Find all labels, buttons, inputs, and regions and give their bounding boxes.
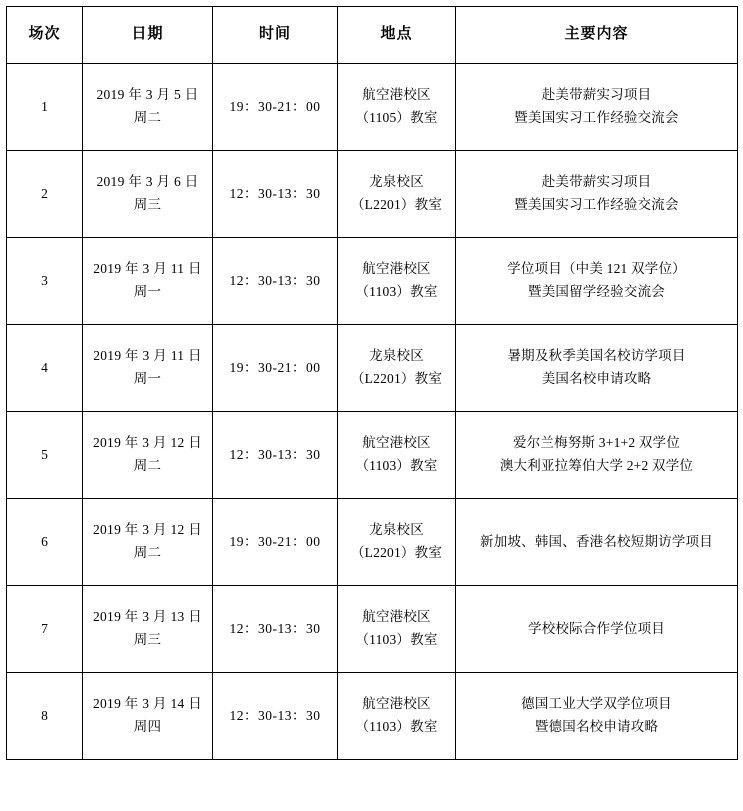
cell-time: [213, 325, 338, 412]
cell-place: [338, 499, 456, 586]
column-header-content: 主要内容: [456, 7, 738, 64]
cell-content: [456, 673, 738, 760]
cell-time: [213, 586, 338, 673]
table-row: [7, 64, 738, 151]
table-body: [7, 64, 738, 760]
cell-content: [456, 586, 738, 673]
content-line: 赴美带薪实习项目: [541, 87, 652, 103]
cell-place: [338, 151, 456, 238]
content-line: 学校校际合作学位项目: [528, 620, 665, 636]
campus-line: 航空港校区: [362, 696, 431, 712]
content-line: 赴美带薪实习项目: [541, 174, 652, 190]
room-line: （L2201）教室: [350, 545, 443, 560]
room-line: （1103）教室: [355, 284, 438, 299]
cell-session: 4: [7, 325, 83, 412]
cell-date: [83, 673, 213, 760]
date-line: 2019 年 3 月 11 日: [93, 261, 202, 277]
room-line: （L2201）教室: [350, 197, 443, 212]
content-line: 澳大利亚拉筹伯大学 2+2 双学位: [499, 458, 694, 473]
cell-date: [83, 238, 213, 325]
date-line: 2019 年 3 月 6 日: [96, 174, 199, 190]
cell-place: [338, 325, 456, 412]
cell-session: 7: [7, 586, 83, 673]
table-row: [7, 412, 738, 499]
cell-session: 2: [7, 151, 83, 238]
room-line: （1103）教室: [355, 458, 438, 473]
weekday-line: 周二: [133, 110, 162, 125]
campus-line: 龙泉校区: [369, 348, 424, 364]
content-line: 暨美国实习工作经验交流会: [514, 110, 679, 125]
time-line: 12：30-13：30: [229, 185, 321, 201]
cell-place: [338, 238, 456, 325]
cell-time: [213, 64, 338, 151]
date-line: 2019 年 3 月 14 日: [92, 696, 203, 712]
cell-session: 3: [7, 238, 83, 325]
table-row: [7, 586, 738, 673]
date-line: 2019 年 3 月 12 日: [92, 522, 203, 538]
table-row: [7, 499, 738, 586]
cell-session: 8: [7, 673, 83, 760]
campus-line: 龙泉校区: [369, 522, 424, 538]
weekday-line: 周三: [133, 197, 162, 212]
column-header-time: 时间: [213, 7, 338, 64]
content-line: 暑期及秋季美国名校访学项目: [507, 348, 686, 364]
cell-date: [83, 151, 213, 238]
cell-content: [456, 412, 738, 499]
table-row: [7, 238, 738, 325]
campus-line: 航空港校区: [362, 435, 431, 451]
table-row: [7, 325, 738, 412]
date-line: 2019 年 3 月 12 日: [92, 435, 203, 451]
weekday-line: 周三: [133, 632, 162, 647]
time-line: 19：30-21：00: [229, 359, 321, 375]
room-line: （L2201）教室: [350, 371, 443, 386]
time-line: 19：30-21：00: [229, 98, 321, 114]
content-line: 德国工业大学双学位项目: [521, 696, 672, 712]
cell-time: [213, 412, 338, 499]
weekday-line: 周一: [133, 371, 162, 386]
cell-place: [338, 586, 456, 673]
time-line: 12：30-13：30: [229, 707, 321, 723]
cell-content: [456, 325, 738, 412]
cell-content: [456, 151, 738, 238]
cell-date: [83, 412, 213, 499]
weekday-line: 周二: [133, 545, 162, 560]
cell-time: [213, 238, 338, 325]
schedule-table: [6, 6, 738, 760]
column-header-place: 地点: [338, 7, 456, 64]
campus-line: 航空港校区: [362, 261, 431, 277]
table-row: [7, 673, 738, 760]
cell-time: [213, 673, 338, 760]
cell-date: [83, 499, 213, 586]
column-header-date: 日期: [83, 7, 213, 64]
date-line: 2019 年 3 月 13 日: [92, 609, 203, 625]
cell-content: [456, 499, 738, 586]
weekday-line: 周四: [133, 719, 162, 734]
campus-line: 龙泉校区: [369, 174, 424, 190]
time-line: 19：30-21：00: [229, 533, 321, 549]
time-line: 12：30-13：30: [229, 620, 321, 636]
content-line: 暨德国名校申请攻略: [534, 719, 659, 734]
cell-time: [213, 151, 338, 238]
table-header-row: [7, 7, 738, 64]
campus-line: 航空港校区: [362, 609, 431, 625]
cell-date: [83, 325, 213, 412]
weekday-line: 周二: [133, 458, 162, 473]
date-line: 2019 年 3 月 11 日: [93, 348, 202, 364]
content-line: 爱尔兰梅努斯 3+1+2 双学位: [513, 435, 680, 451]
cell-place: [338, 64, 456, 151]
column-header-session: 场次: [7, 7, 83, 64]
time-line: 12：30-13：30: [229, 446, 321, 462]
cell-session: 5: [7, 412, 83, 499]
table-header: [7, 7, 738, 64]
cell-date: [83, 586, 213, 673]
cell-content: [456, 238, 738, 325]
room-line: （1103）教室: [355, 632, 438, 647]
cell-session: 6: [7, 499, 83, 586]
date-line: 2019 年 3 月 5 日: [96, 87, 199, 103]
content-line: 暨美国留学经验交流会: [528, 284, 665, 299]
table-row: [7, 151, 738, 238]
content-line: 美国名校申请攻略: [541, 371, 652, 386]
cell-content: [456, 64, 738, 151]
campus-line: 航空港校区: [362, 87, 431, 103]
cell-session: 1: [7, 64, 83, 151]
room-line: （1105）教室: [355, 110, 438, 125]
cell-place: [338, 412, 456, 499]
content-line: 暨美国实习工作经验交流会: [514, 197, 679, 212]
cell-date: [83, 64, 213, 151]
weekday-line: 周一: [133, 284, 162, 299]
time-line: 12：30-13：30: [229, 272, 321, 288]
content-line: 新加坡、韩国、香港名校短期访学项目: [480, 533, 713, 549]
content-line: 学位项目（中美 121 双学位）: [507, 261, 686, 277]
cell-place: [338, 673, 456, 760]
cell-time: [213, 499, 338, 586]
room-line: （1103）教室: [355, 719, 438, 734]
